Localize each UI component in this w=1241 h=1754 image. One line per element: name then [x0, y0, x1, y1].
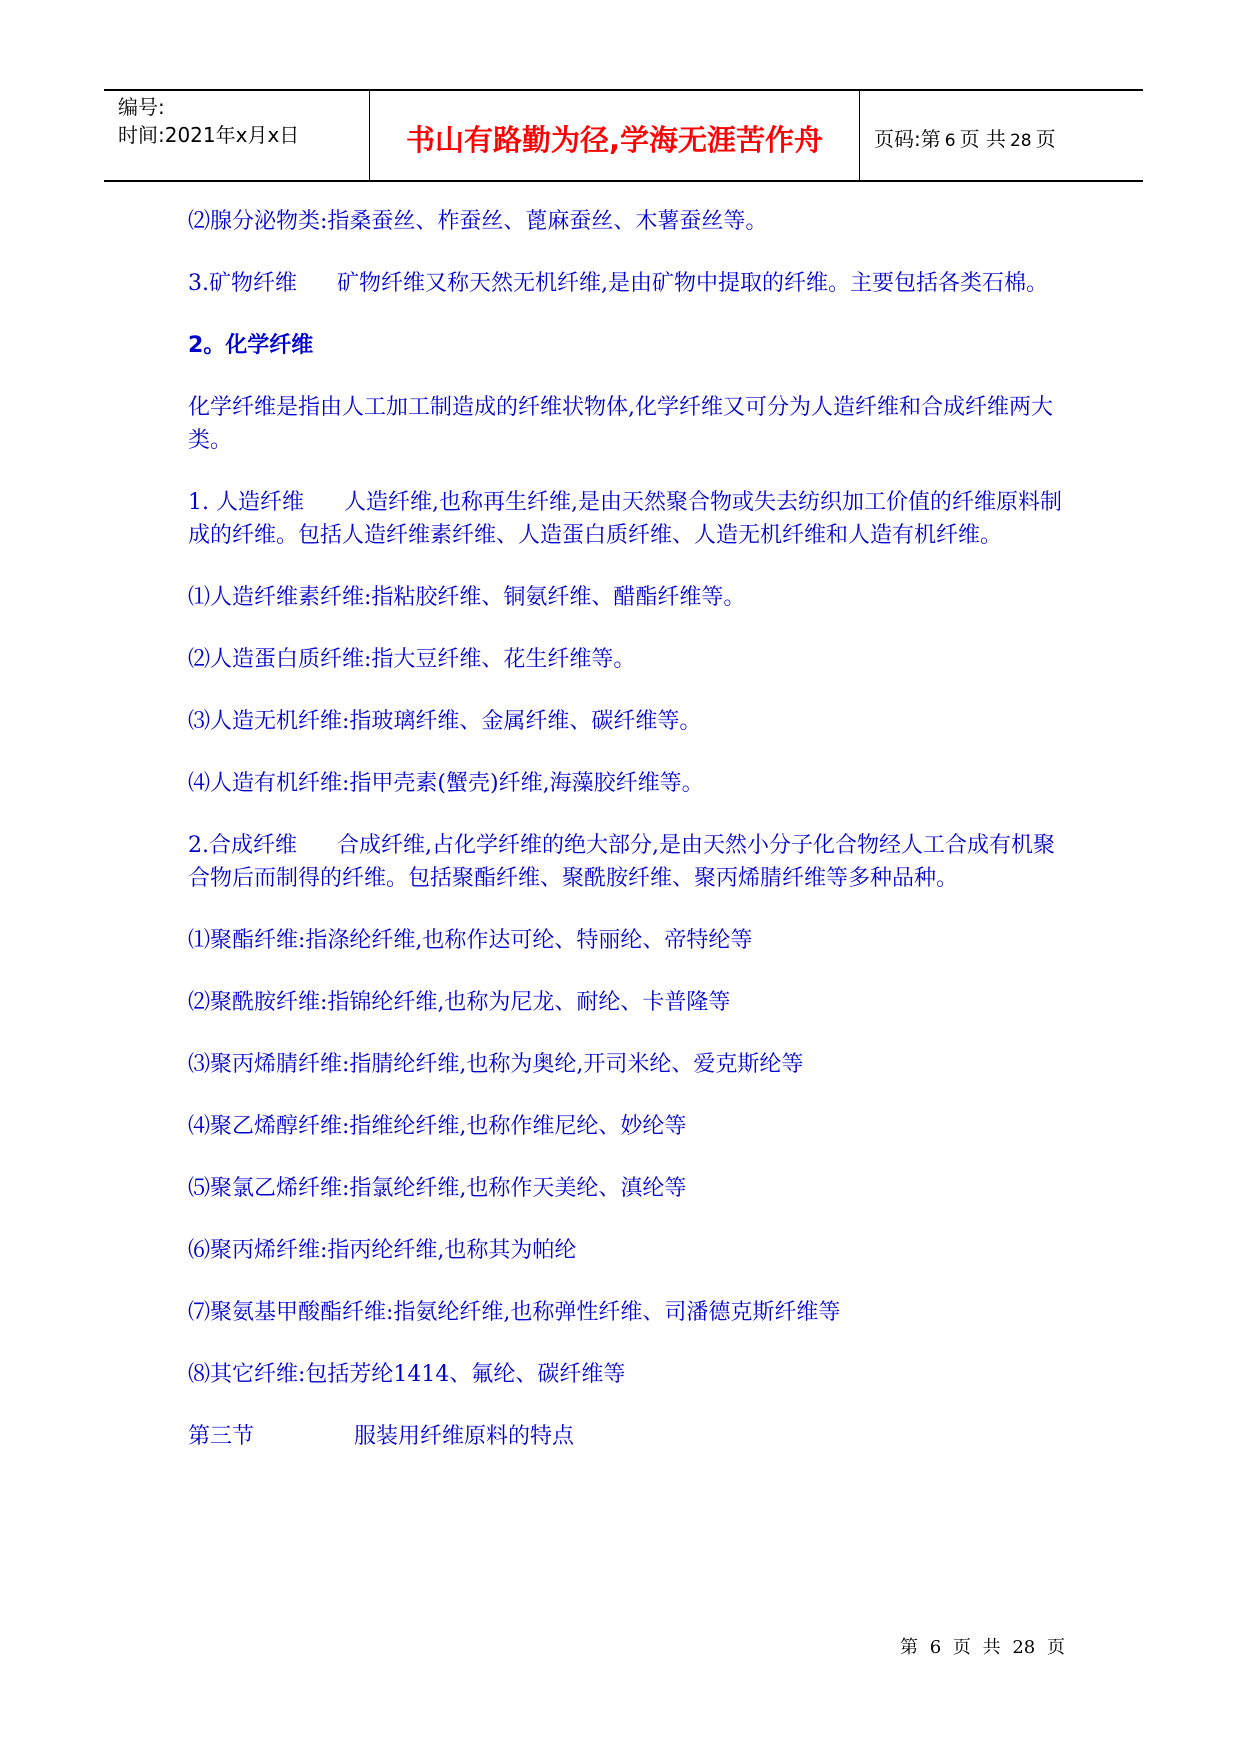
- section-title: [188, 1420, 1068, 1453]
- page-mid: 页 共: [959, 127, 1006, 151]
- paragraph: [188, 486, 1068, 552]
- page-current: 6: [944, 131, 956, 151]
- paragraph: ⑵人造蛋白质纤维:指大豆纤维、花生纤维等。: [188, 647, 636, 672]
- page-suffix: 页: [1035, 127, 1056, 151]
- paragraph-text: 矿物纤维又称天然无机纤维,是由矿物中提取的纤维。主要包括各类石棉。: [337, 271, 1048, 296]
- page-footer: 第 6 页 共 28 页: [900, 1637, 1065, 1658]
- document-body: [188, 205, 1068, 1482]
- paragraph: ⑵聚酰胺纤维:指锦纶纤维,也称为尼龙、耐纶、卡普隆等: [188, 990, 731, 1015]
- page-total: 28: [1009, 131, 1032, 151]
- section-heading: 2。化学纤维: [188, 333, 314, 358]
- paragraph: ⑷聚乙烯醇纤维:指维纶纤维,也称作维尼纶、妙纶等: [188, 1114, 687, 1139]
- paragraph-text: 合成纤维,占化学纤维的绝大部分,是由天然小分子化合物经人工合成有机聚合物后而制得的纤维。包括聚酯纤维、聚酰胺纤维、聚丙烯腈纤维等多种品种。: [188, 833, 1055, 891]
- paragraph: 化学纤维是指由人工加工制造成的纤维状物体,化学纤维又可分为人造纤维和合成纤维两大类。: [188, 395, 1053, 453]
- paragraph: ⑴人造纤维素纤维:指粘胶纤维、铜氨纤维、醋酯纤维等。: [188, 585, 746, 610]
- paragraph: ⑷人造有机纤维:指甲壳素(蟹壳)纤维,海藻胶纤维等。: [188, 771, 704, 796]
- paragraph-heading: 1. 人造纤维: [188, 490, 304, 515]
- paragraph: ⑴聚酯纤维:指涤纶纤维,也称作达可纶、特丽纶、帝特纶等: [188, 928, 753, 953]
- paragraph: ⑶人造无机纤维:指玻璃纤维、金属纤维、碳纤维等。: [188, 709, 702, 734]
- page-header: [104, 89, 1143, 182]
- section-name: 服装用纤维原料的特点: [354, 1424, 575, 1449]
- header-page-indicator: [874, 123, 1056, 152]
- paragraph: ⑻其它纤维:包括芳纶1414、氟纶、碳纤维等: [188, 1362, 626, 1387]
- header-divider: [859, 91, 860, 180]
- paragraph: ⑵腺分泌物类:指桑蚕丝、柞蚕丝、蓖麻蚕丝、木薯蚕丝等。: [188, 209, 768, 234]
- header-left: [118, 93, 299, 149]
- document-time-label: 时间:2021年x月x日: [118, 123, 300, 147]
- paragraph: [188, 829, 1068, 895]
- paragraph-text: 人造纤维,也称再生纤维,是由天然聚合物或失去纺织加工价值的纤维原料制成的纤维。包括人造纤维素纤维、人造蛋白质纤维、人造无机纤维和人造有机纤维。: [188, 490, 1062, 548]
- paragraph-heading: 3.矿物纤维: [188, 271, 297, 296]
- document-number-label: 编号:: [118, 95, 165, 119]
- paragraph: ⑶聚丙烯腈纤维:指腈纶纤维,也称为奥纶,开司米纶、爱克斯纶等: [188, 1052, 804, 1077]
- section-number: 第三节: [188, 1424, 255, 1449]
- page-prefix: 页码:第: [874, 127, 941, 151]
- paragraph-heading: 2.合成纤维: [188, 833, 297, 858]
- paragraph: ⑹聚丙烯纤维:指丙纶纤维,也称其为帕纶: [188, 1238, 577, 1263]
- paragraph: ⑸聚氯乙烯纤维:指氯纶纤维,也称作天美纶、滇纶等: [188, 1176, 687, 1201]
- paragraph: [188, 267, 1068, 300]
- paragraph: ⑺聚氨基甲酸酯纤维:指氨纶纤维,也称弹性纤维、司潘德克斯纤维等: [188, 1300, 841, 1325]
- header-motto: 书山有路勤为径,学海无涯苦作舟: [405, 123, 824, 157]
